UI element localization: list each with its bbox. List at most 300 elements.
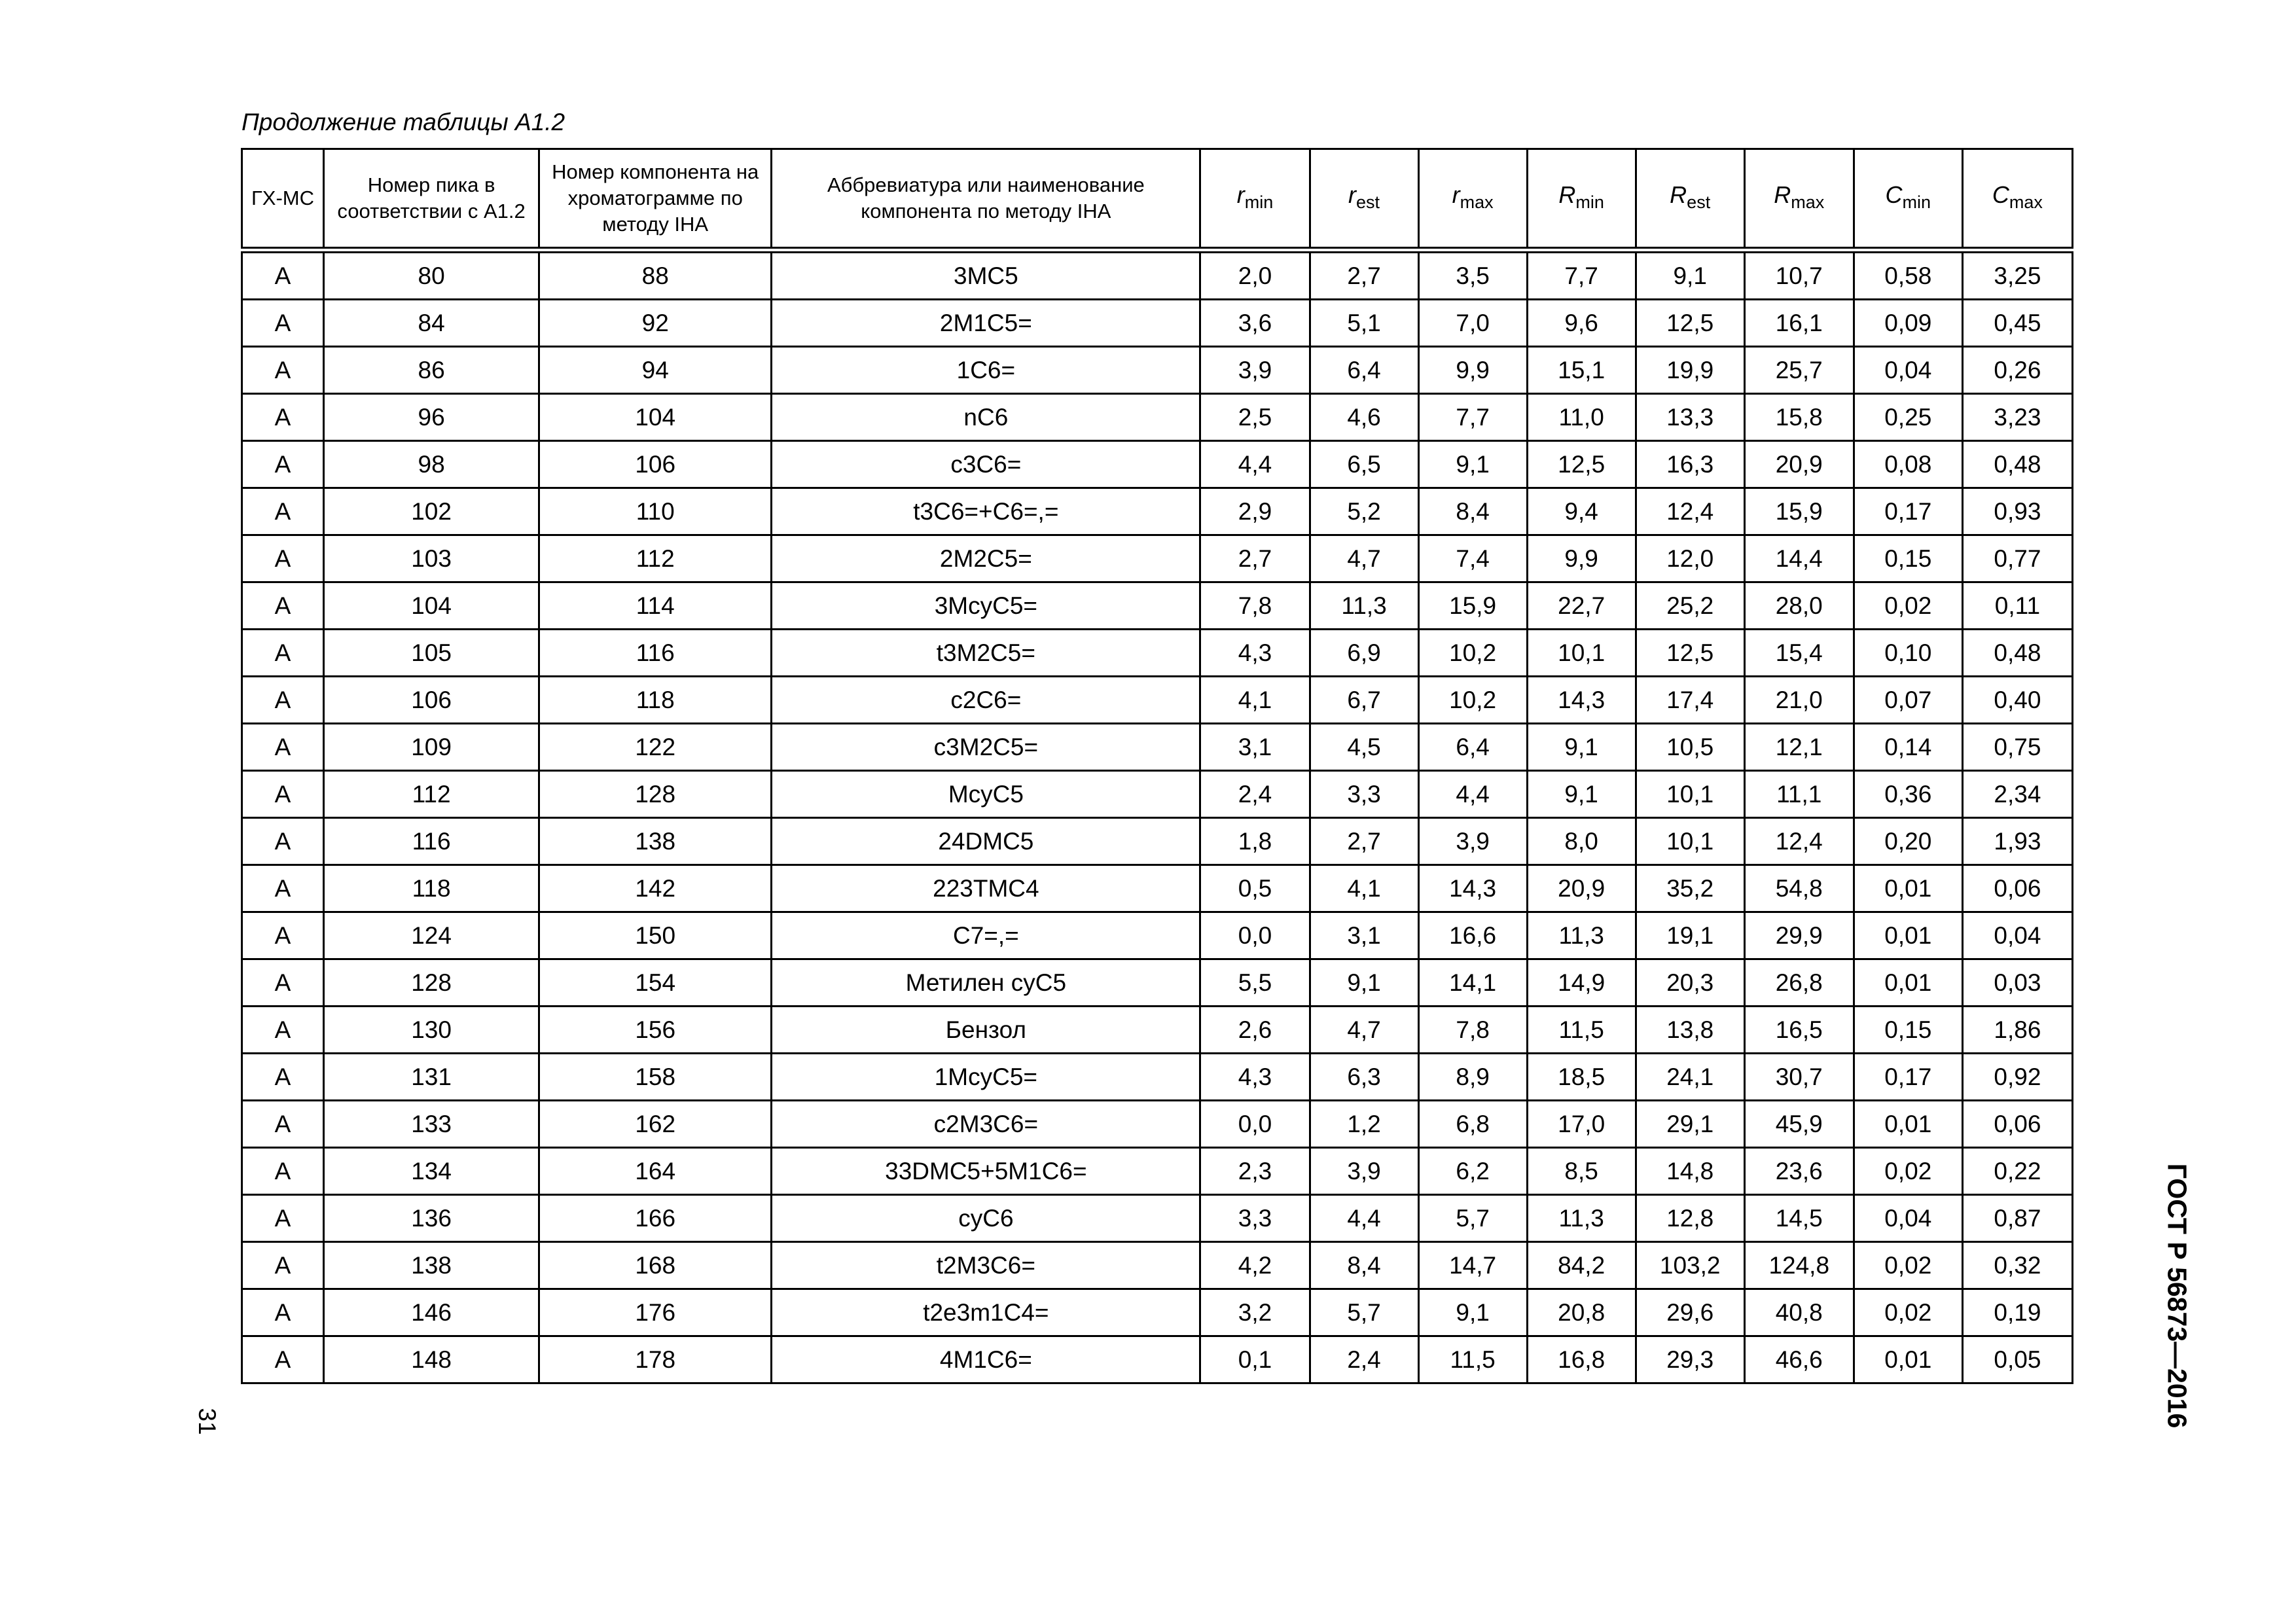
cell-peak-number: 118 <box>324 865 539 912</box>
cell-component-number: 158 <box>539 1054 772 1101</box>
cell-C-max: 0,45 <box>1962 300 2072 347</box>
header-symbol: r <box>1452 181 1460 208</box>
cell-R-max: 12,1 <box>1744 724 1854 771</box>
header-subscript: max <box>2009 192 2043 212</box>
cell-C-max: 3,23 <box>1962 394 2072 441</box>
cell-C-max: 1,93 <box>1962 818 2072 865</box>
cell-R-est: 12,5 <box>1636 630 1744 677</box>
cell-C-max: 0,75 <box>1962 724 2072 771</box>
cell-R-est: 17,4 <box>1636 677 1744 724</box>
cell-R-min: 22,7 <box>1527 582 1636 630</box>
cell-gcms: А <box>242 394 324 441</box>
cell-gcms: А <box>242 1101 324 1148</box>
cell-r-est: 4,1 <box>1310 865 1418 912</box>
cell-C-max: 0,03 <box>1962 959 2072 1007</box>
cell-component-name: c2C6= <box>772 677 1200 724</box>
cell-R-max: 16,5 <box>1744 1007 1854 1054</box>
cell-gcms: А <box>242 441 324 488</box>
cell-r-max: 3,5 <box>1418 250 1527 300</box>
cell-R-max: 10,7 <box>1744 250 1854 300</box>
header-R-est <box>1636 149 1744 251</box>
cell-R-max: 46,6 <box>1744 1336 1854 1383</box>
cell-C-min: 0,20 <box>1854 818 1962 865</box>
cell-R-min: 84,2 <box>1527 1242 1636 1289</box>
header-symbol: R <box>1774 181 1791 208</box>
cell-gcms: А <box>242 630 324 677</box>
table-row <box>242 1195 2073 1242</box>
cell-C-max: 0,40 <box>1962 677 2072 724</box>
cell-C-max: 1,86 <box>1962 1007 2072 1054</box>
cell-C-min: 0,17 <box>1854 488 1962 535</box>
cell-component-number: 156 <box>539 1007 772 1054</box>
cell-r-min: 4,2 <box>1200 1242 1310 1289</box>
table-row <box>242 250 2073 300</box>
cell-C-min: 0,04 <box>1854 347 1962 394</box>
cell-R-max: 15,4 <box>1744 630 1854 677</box>
cell-component-number: 106 <box>539 441 772 488</box>
header-subscript: est <box>1687 192 1711 212</box>
cell-component-name: t2M3C6= <box>772 1242 1200 1289</box>
cell-C-min: 0,02 <box>1854 1242 1962 1289</box>
cell-component-number: 112 <box>539 535 772 582</box>
cell-peak-number: 109 <box>324 724 539 771</box>
cell-component-number: 128 <box>539 771 772 818</box>
cell-r-min: 3,3 <box>1200 1195 1310 1242</box>
cell-component-number: 114 <box>539 582 772 630</box>
cell-C-min: 0,02 <box>1854 1289 1962 1336</box>
cell-R-min: 9,4 <box>1527 488 1636 535</box>
cell-gcms: А <box>242 347 324 394</box>
cell-r-min: 2,4 <box>1200 771 1310 818</box>
cell-component-name: 4M1C6= <box>772 1336 1200 1383</box>
cell-R-min: 11,5 <box>1527 1007 1636 1054</box>
cell-R-min: 14,9 <box>1527 959 1636 1007</box>
cell-C-max: 0,48 <box>1962 630 2072 677</box>
cell-peak-number: 124 <box>324 912 539 959</box>
cell-R-est: 12,4 <box>1636 488 1744 535</box>
table-row <box>242 1242 2073 1289</box>
cell-r-est: 2,7 <box>1310 818 1418 865</box>
cell-component-number: 176 <box>539 1289 772 1336</box>
cell-C-min: 0,01 <box>1854 1336 1962 1383</box>
cell-peak-number: 102 <box>324 488 539 535</box>
cell-r-est: 6,3 <box>1310 1054 1418 1101</box>
cell-C-min: 0,02 <box>1854 582 1962 630</box>
cell-R-est: 13,3 <box>1636 394 1744 441</box>
cell-r-min: 4,4 <box>1200 441 1310 488</box>
cell-r-min: 7,8 <box>1200 582 1310 630</box>
cell-R-est: 20,3 <box>1636 959 1744 1007</box>
cell-R-est: 35,2 <box>1636 865 1744 912</box>
header-symbol: r <box>1236 181 1245 208</box>
cell-R-min: 10,1 <box>1527 630 1636 677</box>
cell-gcms: А <box>242 1242 324 1289</box>
cell-r-max: 7,7 <box>1418 394 1527 441</box>
cell-component-name: c3M2C5= <box>772 724 1200 771</box>
cell-R-max: 25,7 <box>1744 347 1854 394</box>
cell-C-max: 0,06 <box>1962 865 2072 912</box>
cell-C-max: 3,25 <box>1962 250 2072 300</box>
header-subscript: max <box>1460 192 1494 212</box>
cell-C-max: 0,05 <box>1962 1336 2072 1383</box>
table-row <box>242 488 2073 535</box>
cell-component-name: t2e3m1C4= <box>772 1289 1200 1336</box>
cell-R-max: 23,6 <box>1744 1148 1854 1195</box>
cell-R-max: 21,0 <box>1744 677 1854 724</box>
cell-component-name: 3McyC5= <box>772 582 1200 630</box>
cell-C-max: 0,93 <box>1962 488 2072 535</box>
cell-R-est: 10,1 <box>1636 818 1744 865</box>
cell-R-min: 12,5 <box>1527 441 1636 488</box>
cell-component-name: 1McyC5= <box>772 1054 1200 1101</box>
header-subscript: min <box>1244 192 1274 212</box>
cell-component-name: 2M2C5= <box>772 535 1200 582</box>
cell-r-est: 4,5 <box>1310 724 1418 771</box>
cell-component-number: 164 <box>539 1148 772 1195</box>
cell-r-est: 9,1 <box>1310 959 1418 1007</box>
cell-r-max: 7,8 <box>1418 1007 1527 1054</box>
cell-C-max: 0,11 <box>1962 582 2072 630</box>
cell-peak-number: 128 <box>324 959 539 1007</box>
header-r-min <box>1200 149 1310 251</box>
cell-R-min: 11,3 <box>1527 1195 1636 1242</box>
cell-C-max: 0,22 <box>1962 1148 2072 1195</box>
cell-r-min: 0,0 <box>1200 1101 1310 1148</box>
cell-r-max: 10,2 <box>1418 630 1527 677</box>
cell-component-number: 116 <box>539 630 772 677</box>
cell-C-min: 0,08 <box>1854 441 1962 488</box>
cell-r-max: 9,1 <box>1418 441 1527 488</box>
cell-R-est: 29,1 <box>1636 1101 1744 1148</box>
cell-r-max: 6,8 <box>1418 1101 1527 1148</box>
cell-r-min: 5,5 <box>1200 959 1310 1007</box>
cell-component-number: 142 <box>539 865 772 912</box>
cell-peak-number: 138 <box>324 1242 539 1289</box>
cell-R-max: 29,9 <box>1744 912 1854 959</box>
cell-C-max: 0,92 <box>1962 1054 2072 1101</box>
cell-peak-number: 131 <box>324 1054 539 1101</box>
cell-gcms: А <box>242 865 324 912</box>
cell-C-max: 0,26 <box>1962 347 2072 394</box>
cell-peak-number: 112 <box>324 771 539 818</box>
cell-C-min: 0,02 <box>1854 1148 1962 1195</box>
cell-R-est: 19,1 <box>1636 912 1744 959</box>
cell-r-min: 3,2 <box>1200 1289 1310 1336</box>
cell-r-min: 2,3 <box>1200 1148 1310 1195</box>
cell-gcms: А <box>242 724 324 771</box>
cell-gcms: А <box>242 818 324 865</box>
cell-component-number: 92 <box>539 300 772 347</box>
header-subscript: min <box>1575 192 1604 212</box>
cell-peak-number: 130 <box>324 1007 539 1054</box>
cell-R-est: 19,9 <box>1636 347 1744 394</box>
cell-peak-number: 103 <box>324 535 539 582</box>
cell-peak-number: 146 <box>324 1289 539 1336</box>
cell-peak-number: 134 <box>324 1148 539 1195</box>
document-standard-id <box>2160 1152 2194 1440</box>
header-symbol: C <box>1992 181 2009 208</box>
standard-id-text: ГОСТ Р 56873—2016 <box>2162 1163 2193 1429</box>
cell-R-min: 9,1 <box>1527 771 1636 818</box>
cell-r-min: 2,5 <box>1200 394 1310 441</box>
cell-C-min: 0,36 <box>1854 771 1962 818</box>
cell-peak-number: 106 <box>324 677 539 724</box>
cell-r-max: 14,7 <box>1418 1242 1527 1289</box>
cell-r-max: 15,9 <box>1418 582 1527 630</box>
cell-r-max: 8,4 <box>1418 488 1527 535</box>
cell-R-est: 14,8 <box>1636 1148 1744 1195</box>
cell-R-est: 29,3 <box>1636 1336 1744 1383</box>
cell-r-min: 0,5 <box>1200 865 1310 912</box>
cell-R-est: 25,2 <box>1636 582 1744 630</box>
cell-peak-number: 104 <box>324 582 539 630</box>
cell-R-est: 103,2 <box>1636 1242 1744 1289</box>
header-r-max <box>1418 149 1527 251</box>
cell-component-name: 33DMC5+5M1C6= <box>772 1148 1200 1195</box>
cell-r-min: 4,3 <box>1200 1054 1310 1101</box>
cell-component-number: 138 <box>539 818 772 865</box>
cell-gcms: А <box>242 582 324 630</box>
cell-component-name: 1C6= <box>772 347 1200 394</box>
table-row <box>242 347 2073 394</box>
cell-component-name: 2M1C5= <box>772 300 1200 347</box>
cell-r-est: 5,1 <box>1310 300 1418 347</box>
cell-C-min: 0,10 <box>1854 630 1962 677</box>
header-subscript: max <box>1791 192 1825 212</box>
cell-C-max: 2,34 <box>1962 771 2072 818</box>
header-symbol: R <box>1670 181 1687 208</box>
table-row <box>242 394 2073 441</box>
table-row <box>242 1054 2073 1101</box>
cell-peak-number: 133 <box>324 1101 539 1148</box>
cell-gcms: А <box>242 1336 324 1383</box>
cell-component-name: nC6 <box>772 394 1200 441</box>
cell-r-est: 1,2 <box>1310 1101 1418 1148</box>
page-number-text: 31 <box>194 1408 221 1435</box>
cell-r-est: 6,9 <box>1310 630 1418 677</box>
cell-r-max: 7,4 <box>1418 535 1527 582</box>
cell-r-est: 4,7 <box>1310 535 1418 582</box>
cell-C-max: 0,04 <box>1962 912 2072 959</box>
header-subscript: est <box>1356 192 1380 212</box>
cell-component-number: 104 <box>539 394 772 441</box>
cell-r-max: 10,2 <box>1418 677 1527 724</box>
cell-C-min: 0,25 <box>1854 394 1962 441</box>
cell-component-number: 162 <box>539 1101 772 1148</box>
cell-peak-number: 105 <box>324 630 539 677</box>
table-row <box>242 1007 2073 1054</box>
cell-r-max: 8,9 <box>1418 1054 1527 1101</box>
cell-R-est: 10,5 <box>1636 724 1744 771</box>
cell-component-name: C7=,= <box>772 912 1200 959</box>
cell-R-min: 20,9 <box>1527 865 1636 912</box>
cell-component-name: t3M2C5= <box>772 630 1200 677</box>
page-number <box>192 1402 222 1441</box>
header-C-max <box>1962 149 2072 251</box>
cell-R-max: 20,9 <box>1744 441 1854 488</box>
cell-R-max: 12,4 <box>1744 818 1854 865</box>
cell-R-max: 16,1 <box>1744 300 1854 347</box>
cell-R-min: 17,0 <box>1527 1101 1636 1148</box>
table-row <box>242 300 2073 347</box>
cell-r-est: 6,5 <box>1310 441 1418 488</box>
cell-r-max: 6,4 <box>1418 724 1527 771</box>
header-row <box>242 149 2073 251</box>
cell-r-min: 3,9 <box>1200 347 1310 394</box>
cell-r-est: 6,4 <box>1310 347 1418 394</box>
cell-R-est: 10,1 <box>1636 771 1744 818</box>
header-symbol: r <box>1348 181 1357 208</box>
cell-r-est: 4,7 <box>1310 1007 1418 1054</box>
cell-r-min: 3,1 <box>1200 724 1310 771</box>
table-row <box>242 818 2073 865</box>
cell-gcms: А <box>242 1054 324 1101</box>
cell-r-est: 5,2 <box>1310 488 1418 535</box>
cell-r-est: 5,7 <box>1310 1289 1418 1336</box>
cell-component-number: 88 <box>539 250 772 300</box>
cell-r-max: 7,0 <box>1418 300 1527 347</box>
cell-r-est: 4,4 <box>1310 1195 1418 1242</box>
cell-peak-number: 98 <box>324 441 539 488</box>
cell-C-min: 0,01 <box>1854 959 1962 1007</box>
cell-R-max: 40,8 <box>1744 1289 1854 1336</box>
cell-C-min: 0,58 <box>1854 250 1962 300</box>
cell-R-min: 7,7 <box>1527 250 1636 300</box>
cell-r-min: 4,1 <box>1200 677 1310 724</box>
cell-component-number: 118 <box>539 677 772 724</box>
cell-r-max: 4,4 <box>1418 771 1527 818</box>
cell-peak-number: 84 <box>324 300 539 347</box>
cell-r-min: 3,6 <box>1200 300 1310 347</box>
cell-C-max: 0,48 <box>1962 441 2072 488</box>
cell-r-est: 11,3 <box>1310 582 1418 630</box>
cell-R-est: 12,5 <box>1636 300 1744 347</box>
cell-C-max: 0,06 <box>1962 1101 2072 1148</box>
cell-component-number: 150 <box>539 912 772 959</box>
cell-R-min: 18,5 <box>1527 1054 1636 1101</box>
cell-C-min: 0,17 <box>1854 1054 1962 1101</box>
cell-C-min: 0,09 <box>1854 300 1962 347</box>
cell-R-min: 9,1 <box>1527 724 1636 771</box>
cell-gcms: А <box>242 677 324 724</box>
header-subscript: min <box>1902 192 1931 212</box>
table-row <box>242 1336 2073 1383</box>
table-row <box>242 771 2073 818</box>
header-component-name: Аббревиатура или наименование компонента по методу IHA <box>772 149 1200 251</box>
cell-r-est: 4,6 <box>1310 394 1418 441</box>
table-body <box>242 250 2073 1383</box>
cell-component-name: McyC5 <box>772 771 1200 818</box>
cell-R-min: 15,1 <box>1527 347 1636 394</box>
cell-R-est: 29,6 <box>1636 1289 1744 1336</box>
cell-r-min: 2,9 <box>1200 488 1310 535</box>
cell-gcms: А <box>242 1195 324 1242</box>
cell-gcms: А <box>242 771 324 818</box>
cell-R-est: 13,8 <box>1636 1007 1744 1054</box>
cell-R-min: 8,0 <box>1527 818 1636 865</box>
cell-R-est: 12,0 <box>1636 535 1744 582</box>
table-caption: Продолжение таблицы А1.2 <box>242 109 565 135</box>
cell-C-min: 0,15 <box>1854 1007 1962 1054</box>
cell-R-est: 16,3 <box>1636 441 1744 488</box>
header-gcms: ГХ-МС <box>242 149 324 251</box>
cell-C-min: 0,01 <box>1854 1101 1962 1148</box>
cell-gcms: А <box>242 1007 324 1054</box>
cell-C-max: 0,19 <box>1962 1289 2072 1336</box>
cell-peak-number: 86 <box>324 347 539 394</box>
cell-r-est: 3,3 <box>1310 771 1418 818</box>
cell-component-number: 166 <box>539 1195 772 1242</box>
table-row <box>242 582 2073 630</box>
cell-r-max: 11,5 <box>1418 1336 1527 1383</box>
cell-gcms: А <box>242 1148 324 1195</box>
cell-gcms: А <box>242 250 324 300</box>
cell-r-min: 2,0 <box>1200 250 1310 300</box>
cell-R-est: 24,1 <box>1636 1054 1744 1101</box>
cell-gcms: А <box>242 912 324 959</box>
cell-R-max: 54,8 <box>1744 865 1854 912</box>
cell-R-est: 12,8 <box>1636 1195 1744 1242</box>
cell-R-max: 14,4 <box>1744 535 1854 582</box>
cell-R-max: 15,9 <box>1744 488 1854 535</box>
cell-gcms: А <box>242 535 324 582</box>
header-r-est <box>1310 149 1418 251</box>
cell-component-name: c2M3C6= <box>772 1101 1200 1148</box>
cell-component-name: Метилен cyC5 <box>772 959 1200 1007</box>
cell-component-number: 94 <box>539 347 772 394</box>
cell-component-number: 122 <box>539 724 772 771</box>
table-row <box>242 1101 2073 1148</box>
cell-R-min: 11,3 <box>1527 912 1636 959</box>
cell-R-max: 124,8 <box>1744 1242 1854 1289</box>
cell-C-max: 0,77 <box>1962 535 2072 582</box>
cell-component-name: cyC6 <box>772 1195 1200 1242</box>
cell-C-min: 0,15 <box>1854 535 1962 582</box>
cell-r-max: 16,6 <box>1418 912 1527 959</box>
cell-R-est: 9,1 <box>1636 250 1744 300</box>
table-row <box>242 630 2073 677</box>
cell-r-min: 2,6 <box>1200 1007 1310 1054</box>
cell-peak-number: 116 <box>324 818 539 865</box>
cell-r-min: 1,8 <box>1200 818 1310 865</box>
cell-r-min: 4,3 <box>1200 630 1310 677</box>
cell-r-max: 3,9 <box>1418 818 1527 865</box>
cell-r-est: 2,4 <box>1310 1336 1418 1383</box>
header-symbol: R <box>1558 181 1576 208</box>
table-row <box>242 724 2073 771</box>
cell-R-max: 15,8 <box>1744 394 1854 441</box>
cell-r-est: 8,4 <box>1310 1242 1418 1289</box>
table-row <box>242 912 2073 959</box>
cell-r-est: 3,9 <box>1310 1148 1418 1195</box>
cell-C-max: 0,87 <box>1962 1195 2072 1242</box>
cell-r-max: 14,1 <box>1418 959 1527 1007</box>
cell-component-number: 178 <box>539 1336 772 1383</box>
cell-R-min: 20,8 <box>1527 1289 1636 1336</box>
table-row <box>242 959 2073 1007</box>
cell-R-min: 16,8 <box>1527 1336 1636 1383</box>
cell-R-max: 45,9 <box>1744 1101 1854 1148</box>
cell-r-min: 0,1 <box>1200 1336 1310 1383</box>
cell-r-est: 3,1 <box>1310 912 1418 959</box>
cell-component-name: 223TMC4 <box>772 865 1200 912</box>
cell-component-name: Бензол <box>772 1007 1200 1054</box>
cell-R-max: 14,5 <box>1744 1195 1854 1242</box>
cell-r-max: 9,9 <box>1418 347 1527 394</box>
cell-R-min: 9,9 <box>1527 535 1636 582</box>
header-component-number: Номер компонента на хроматограмме по методу IHA <box>539 149 772 251</box>
table-row <box>242 535 2073 582</box>
